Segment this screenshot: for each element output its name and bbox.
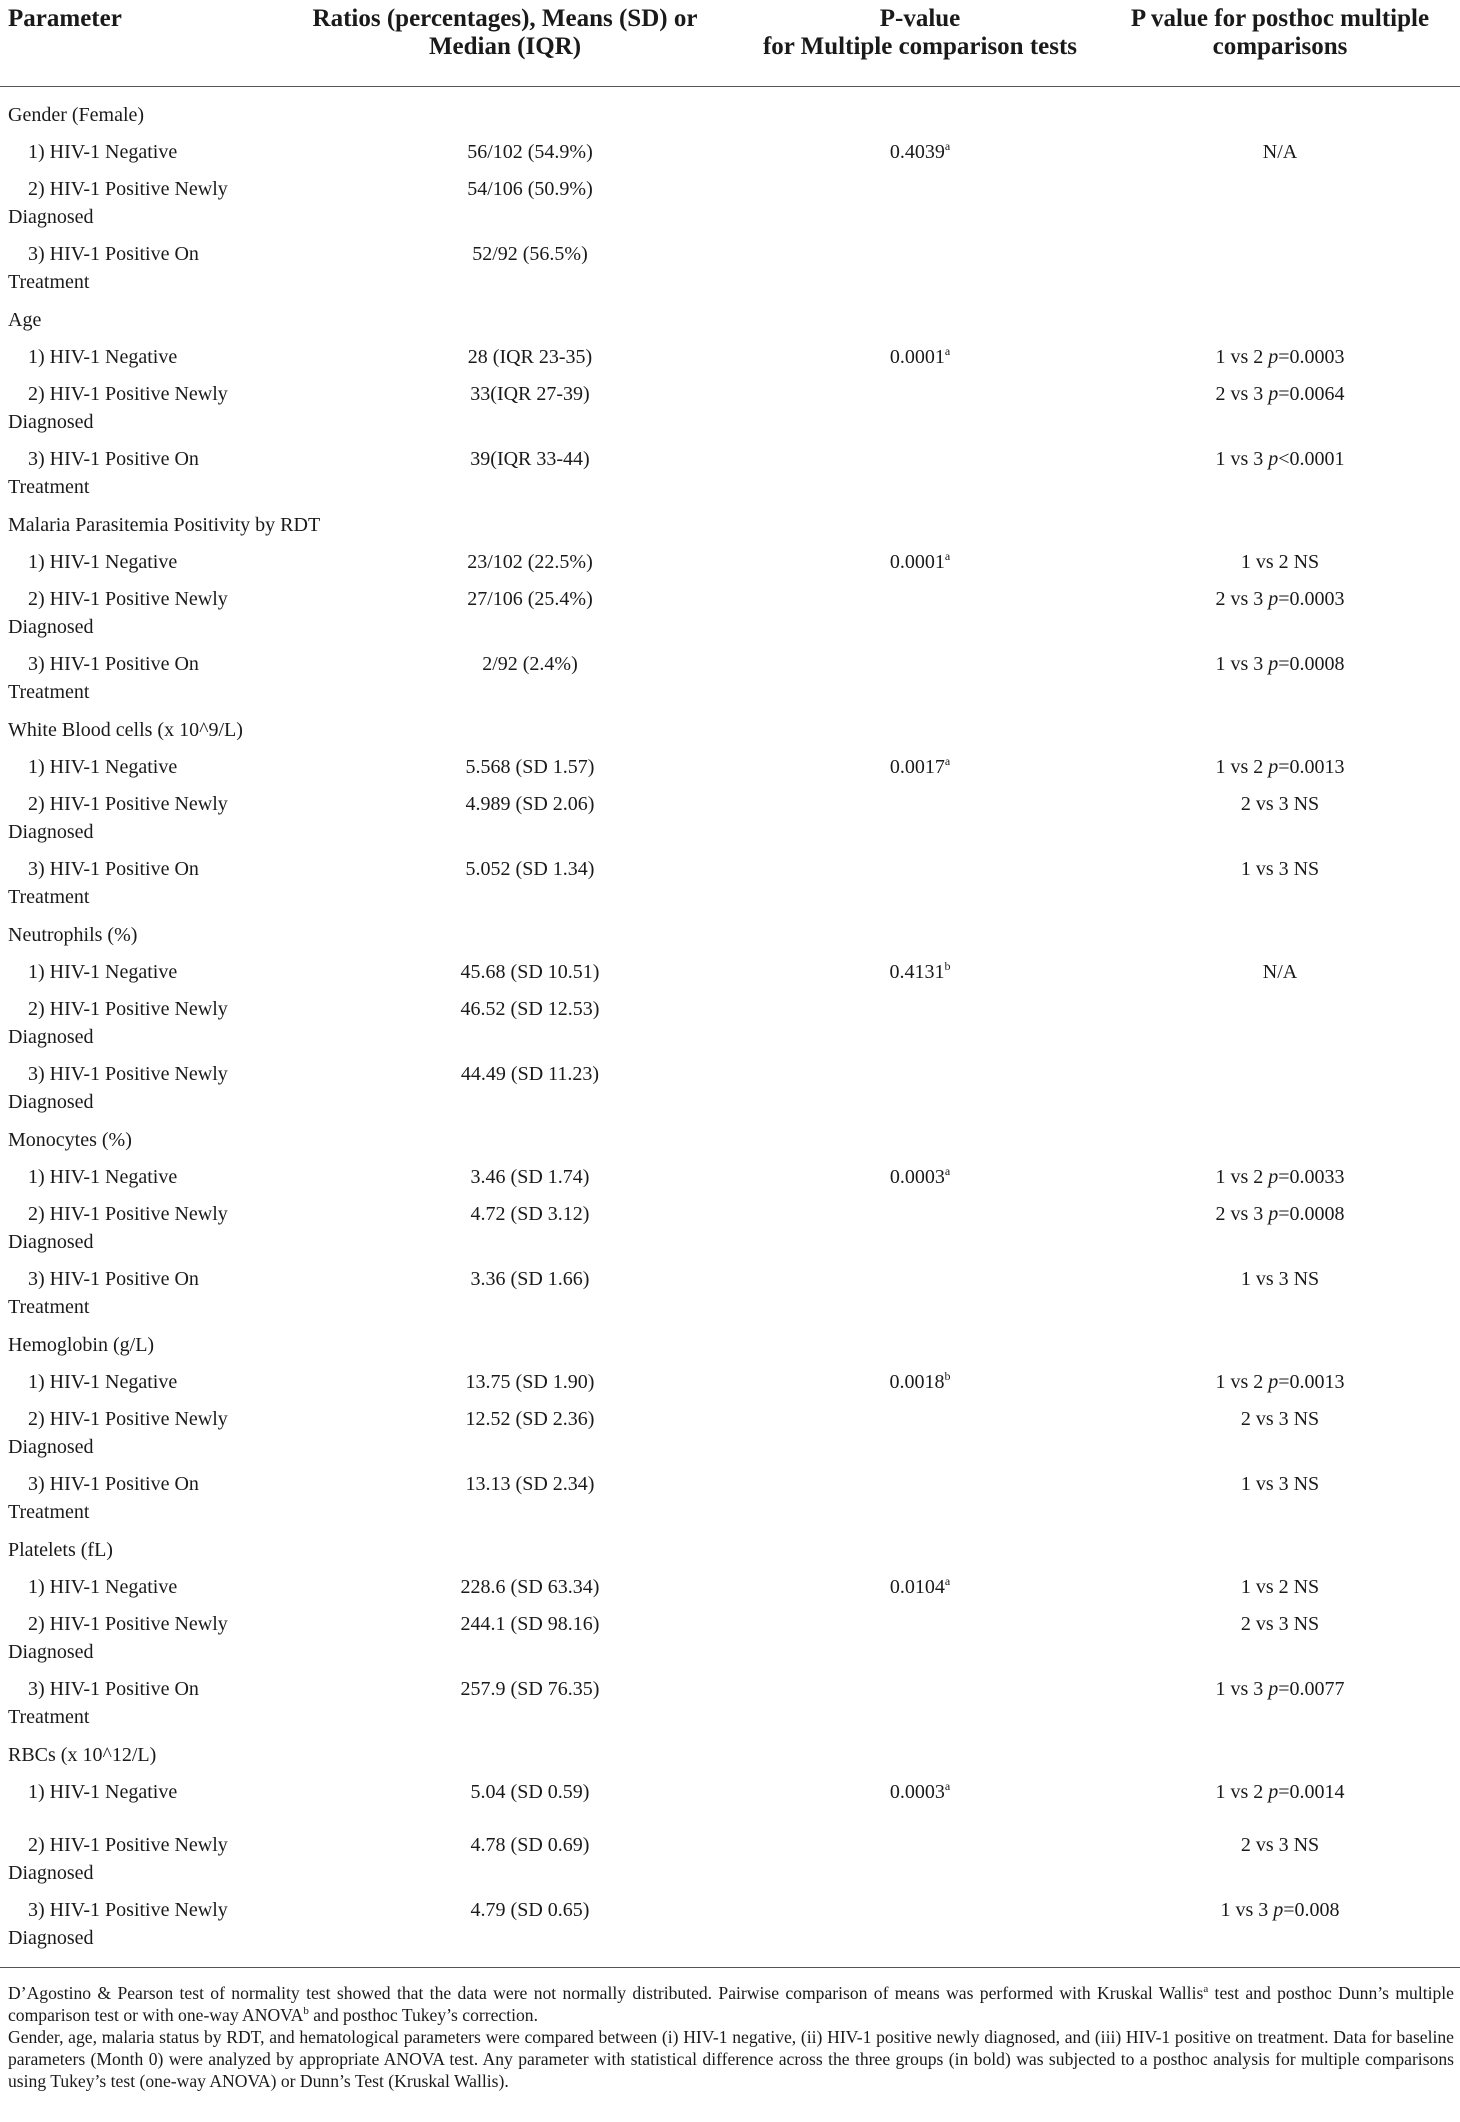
row-value: 257.9 (SD 76.35) <box>460 1678 600 1700</box>
row-pvalue <box>760 1778 1080 1806</box>
row-posthoc: 2 vs 3 p=0.0008 <box>1215 1203 1345 1225</box>
section-title: Hemoglobin (g/L) <box>8 1334 155 1356</box>
row-value: 28 (IQR 23-35) <box>467 346 593 368</box>
pvalue-text: 0.4039 <box>889 141 945 163</box>
row-label: 2) HIV-1 Positive Newly Diagnosed <box>8 998 228 1048</box>
pvalue-test-marker: a <box>944 1164 951 1178</box>
row-value: 33(IQR 27-39) <box>470 383 590 405</box>
row-posthoc: 1 vs 3 p<0.0001 <box>1215 448 1345 470</box>
row-posthoc: 1 vs 3 NS <box>1240 1473 1320 1495</box>
row-posthoc: 1 vs 3 p=0.008 <box>1220 1899 1340 1921</box>
row-posthoc: 1 vs 2 NS <box>1240 551 1320 573</box>
row-label: 3) HIV-1 Positive On Treatment <box>8 1678 199 1728</box>
row-label: 3) HIV-1 Positive On Treatment <box>8 243 199 293</box>
row-posthoc: 1 vs 3 NS <box>1240 1268 1320 1290</box>
section-title: Gender (Female) <box>8 104 145 126</box>
row-pvalue <box>760 138 1080 166</box>
pvalue-test-marker: a <box>944 344 951 358</box>
row-label: 1) HIV-1 Negative <box>28 551 178 573</box>
row-pvalue <box>760 1368 1080 1396</box>
header-rule <box>0 86 1460 87</box>
footnote-paragraph-1 <box>8 1982 1454 2026</box>
section-title: Age <box>8 309 42 331</box>
row-value: 12.52 (SD 2.36) <box>465 1408 595 1430</box>
row-pvalue <box>760 753 1080 781</box>
row-value: 3.36 (SD 1.66) <box>470 1268 590 1290</box>
row-value: 44.49 (SD 11.23) <box>460 1063 600 1085</box>
row-posthoc: 2 vs 3 NS <box>1240 1408 1320 1430</box>
header-ratios <box>280 5 730 61</box>
row-value: 5.052 (SD 1.34) <box>465 858 595 880</box>
row-value: 228.6 (SD 63.34) <box>460 1576 600 1598</box>
row-value: 54/106 (50.9%) <box>467 178 593 200</box>
header-posthoc-line2: comparisons <box>1212 33 1348 60</box>
row-label: 1) HIV-1 Negative <box>28 1781 178 1803</box>
pvalue-text: 0.0104 <box>889 1576 945 1598</box>
row-label: 2) HIV-1 Positive Newly Diagnosed <box>8 383 228 433</box>
row-label: 1) HIV-1 Negative <box>28 1371 178 1393</box>
header-pvalue-line2: for Multiple comparison tests <box>762 33 1078 60</box>
row-value: 2/92 (2.4%) <box>482 653 578 675</box>
footnote-sup: a <box>1203 1983 1209 1995</box>
row-label: 2) HIV-1 Positive Newly Diagnosed <box>8 1834 228 1884</box>
row-value: 46.52 (SD 12.53) <box>460 998 600 1020</box>
header-parameter: Parameter <box>8 5 122 32</box>
row-posthoc: N/A <box>1262 961 1298 983</box>
row-label: 1) HIV-1 Negative <box>28 756 178 778</box>
row-label: 2) HIV-1 Positive Newly Diagnosed <box>8 588 228 638</box>
header-posthoc-line1: P value for posthoc multiple <box>1130 5 1430 32</box>
footnote-text: test and posthoc Dunn’s multiple comparison test or with one-way ANOVA <box>8 1983 1454 2025</box>
pvalue-test-marker: b <box>944 959 951 973</box>
row-value: 4.989 (SD 2.06) <box>465 793 595 815</box>
pvalue-test-marker: a <box>944 549 951 563</box>
row-posthoc: 1 vs 2 p=0.0013 <box>1215 756 1345 778</box>
pvalue-text: 0.0017 <box>889 756 945 778</box>
pvalue-text: 0.0001 <box>889 346 945 368</box>
row-value: 4.79 (SD 0.65) <box>470 1899 590 1921</box>
row-label: 2) HIV-1 Positive Newly Diagnosed <box>8 1203 228 1253</box>
row-label: 1) HIV-1 Negative <box>28 1166 178 1188</box>
row-label: 3) HIV-1 Positive Newly Diagnosed <box>8 1063 228 1113</box>
pvalue-text: 0.0001 <box>889 551 945 573</box>
pvalue-test-marker: a <box>944 1779 951 1793</box>
row-label: 1) HIV-1 Negative <box>28 961 178 983</box>
row-label: 1) HIV-1 Negative <box>28 141 178 163</box>
row-value: 13.75 (SD 1.90) <box>465 1371 595 1393</box>
row-posthoc: 1 vs 2 NS <box>1240 1576 1320 1598</box>
pvalue-test-marker: b <box>944 1369 951 1383</box>
section-title: Neutrophils (%) <box>8 924 138 946</box>
row-value: 45.68 (SD 10.51) <box>460 961 600 983</box>
row-posthoc: N/A <box>1262 141 1298 163</box>
pvalue-test-marker: a <box>944 1574 951 1588</box>
row-value: 3.46 (SD 1.74) <box>470 1166 590 1188</box>
row-label: 1) HIV-1 Negative <box>28 1576 178 1598</box>
row-pvalue <box>760 343 1080 371</box>
row-posthoc: 2 vs 3 NS <box>1240 793 1320 815</box>
row-value: 23/102 (22.5%) <box>467 551 593 573</box>
row-value: 13.13 (SD 2.34) <box>465 1473 595 1495</box>
header-pvalue-line1: P-value <box>879 5 961 32</box>
row-value: 4.78 (SD 0.69) <box>470 1834 590 1856</box>
header-ratios-line1: Ratios (percentages), Means (SD) or <box>312 5 698 32</box>
bottom-rule <box>0 1967 1460 1968</box>
row-label: 3) HIV-1 Positive On Treatment <box>8 448 199 498</box>
pvalue-text: 0.0018 <box>889 1371 945 1393</box>
pvalue-test-marker: a <box>944 139 951 153</box>
row-pvalue <box>760 958 1080 986</box>
header-pvalue <box>720 5 1120 61</box>
row-pvalue <box>760 548 1080 576</box>
row-pvalue <box>760 1573 1080 1601</box>
footnote-text: D’Agostino & Pearson test of normality test showed that the data were not normally distributed. Pairwise comparison of means was performed with Kruskal Wallis <box>8 1983 1204 2003</box>
pvalue-test-marker: a <box>944 754 951 768</box>
row-label: 3) HIV-1 Positive On Treatment <box>8 1268 199 1318</box>
section-title: RBCs (x 10^12/L) <box>8 1744 157 1766</box>
row-posthoc: 1 vs 2 p=0.0003 <box>1215 346 1345 368</box>
row-label: 2) HIV-1 Positive Newly Diagnosed <box>8 178 228 228</box>
row-pvalue <box>760 1163 1080 1191</box>
row-posthoc: 1 vs 2 p=0.0014 <box>1215 1781 1345 1803</box>
row-posthoc: 1 vs 2 p=0.0033 <box>1215 1166 1345 1188</box>
row-posthoc: 2 vs 3 p=0.0003 <box>1215 588 1345 610</box>
footnote-text: and posthoc Tukey’s correction. <box>308 2005 538 2025</box>
row-label: 2) HIV-1 Positive Newly Diagnosed <box>8 793 228 843</box>
footnote-paragraph-2: Gender, age, malaria status by RDT, and hematological parameters were compared between (i) HIV-1 negative, (ii) HIV-1 positive newly diagnosed, and (iii) HIV-1 positive on treatment. Data for baseline parameters (Month 0) were analyzed by appropriate ANOVA test. Any parameter with statistical difference across the three groups (in bold) was subjected to a posthoc analysis for multiple comparisons using Tukey’s test (one-way ANOVA) or Dunn’s Test (Kruskal Wallis). <box>8 2027 1454 2091</box>
row-posthoc: 1 vs 2 p=0.0013 <box>1215 1371 1345 1393</box>
table-footnote <box>8 1982 1454 2092</box>
row-value: 56/102 (54.9%) <box>467 141 593 163</box>
row-posthoc: 1 vs 3 p=0.0077 <box>1215 1678 1345 1700</box>
row-value: 39(IQR 33-44) <box>470 448 590 470</box>
footnote-sup: b <box>303 2005 309 2017</box>
table-header <box>0 0 1460 62</box>
row-value: 244.1 (SD 98.16) <box>460 1613 600 1635</box>
row-label: 3) HIV-1 Positive On Treatment <box>8 1473 199 1523</box>
row-posthoc: 2 vs 3 NS <box>1240 1834 1320 1856</box>
pvalue-text: 0.0003 <box>889 1166 945 1188</box>
pvalue-text: 0.0003 <box>889 1781 945 1803</box>
row-value: 5.04 (SD 0.59) <box>470 1781 590 1803</box>
section-title: White Blood cells (x 10^9/L) <box>8 719 243 741</box>
row-label: 1) HIV-1 Negative <box>28 346 178 368</box>
row-value: 52/92 (56.5%) <box>472 243 588 265</box>
row-label: 3) HIV-1 Positive Newly Diagnosed <box>8 1899 228 1949</box>
row-posthoc: 1 vs 3 p=0.0008 <box>1215 653 1345 675</box>
header-posthoc <box>1100 5 1460 61</box>
section-title: Monocytes (%) <box>8 1129 132 1151</box>
section-title: Platelets (fL) <box>8 1539 113 1561</box>
header-ratios-line2: Median (IQR) <box>428 33 582 60</box>
row-posthoc: 2 vs 3 p=0.0064 <box>1215 383 1345 405</box>
row-label: 3) HIV-1 Positive On Treatment <box>8 653 199 703</box>
row-posthoc: 1 vs 3 NS <box>1240 858 1320 880</box>
row-label: 2) HIV-1 Positive Newly Diagnosed <box>8 1613 228 1663</box>
row-label: 2) HIV-1 Positive Newly Diagnosed <box>8 1408 228 1458</box>
section-title: Malaria Parasitemia Positivity by RDT <box>8 514 321 536</box>
row-label: 3) HIV-1 Positive On Treatment <box>8 858 199 908</box>
pvalue-text: 0.4131 <box>889 961 945 983</box>
row-value: 5.568 (SD 1.57) <box>465 756 595 778</box>
row-value: 27/106 (25.4%) <box>467 588 593 610</box>
row-value: 4.72 (SD 3.12) <box>470 1203 590 1225</box>
row-posthoc: 2 vs 3 NS <box>1240 1613 1320 1635</box>
